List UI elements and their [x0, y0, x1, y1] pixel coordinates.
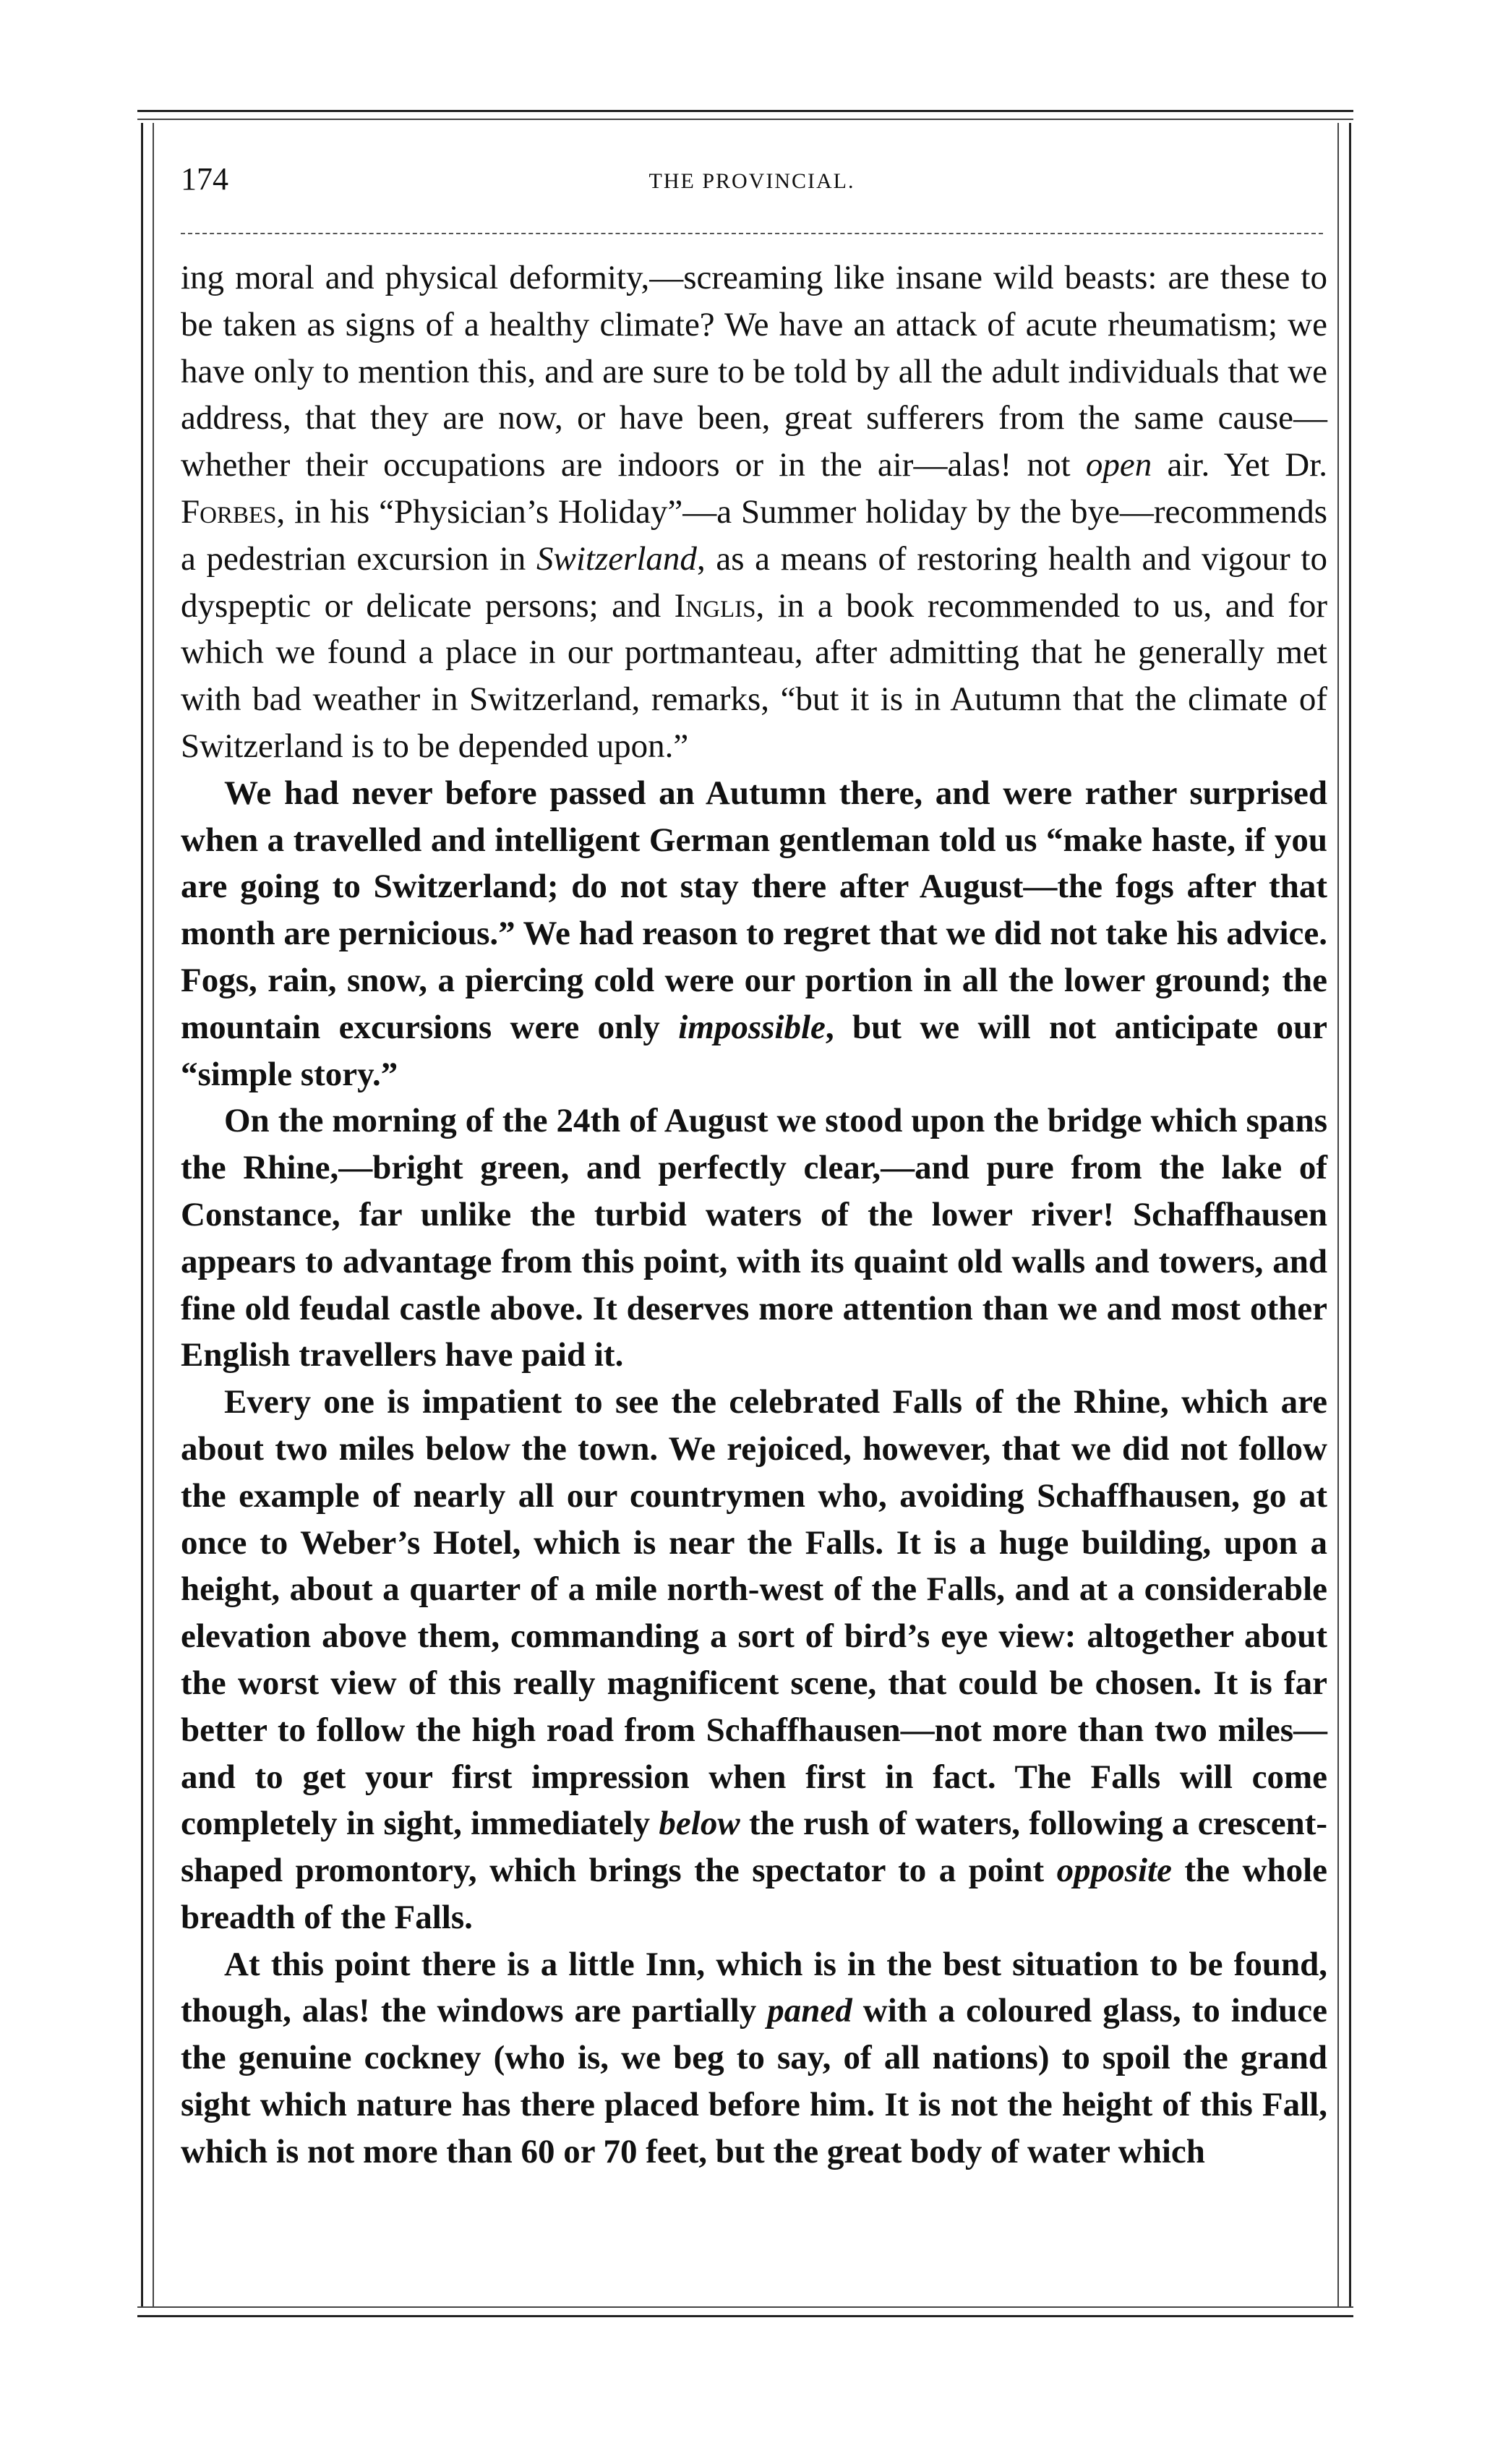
- border-left-inner: [153, 123, 154, 2306]
- text-segment: Inglis: [674, 586, 756, 625]
- border-right-inner: [1337, 123, 1339, 2306]
- text-segment: Switzerland: [536, 539, 697, 578]
- text-segment: At this point there is a little Inn, which is in the best situation to be found, though, alas! the windows are partially: [181, 1945, 1327, 2030]
- paragraph-3: [181, 1098, 1327, 1379]
- text-segment: air. Yet Dr.: [1152, 446, 1328, 484]
- border-bottom-inner: [137, 2306, 1353, 2308]
- header-rule: [181, 233, 1323, 234]
- border-top-outer: [137, 110, 1353, 112]
- text-segment: , but we will not anticipate our “simple story.”: [181, 1008, 1328, 1093]
- border-top-inner: [137, 119, 1353, 120]
- text-segment: On the morning of the 24th of August we stood upon the bridge which spans the Rhine,—bright green, and perfectly clear,—and pure from the lake of Constance, far unlike the turbid waters of the lower river! Schaffhausen appears to advantage from this point, with its quaint old walls and towers, and fine old feudal castle above. It deserves more attention than we and most other English travellers have paid it.: [181, 1102, 1327, 1374]
- paragraph-2: [181, 770, 1327, 1098]
- text-segment: open: [1085, 446, 1152, 484]
- text-segment: with a coloured glass, to induce the genuine cockney (who is, we beg to say, of all nations) to spoil the grand sight which nature has there placed before him. It is not the height of this Fall, which is not more than 60 or 70 feet, but the great body of water which: [181, 1992, 1327, 2170]
- text-segment: impossible: [678, 1008, 826, 1046]
- paragraph-1: [181, 254, 1327, 770]
- text-segment: paned: [767, 1992, 852, 2030]
- text-segment: Forbes: [181, 492, 277, 531]
- text-segment: Every one is impatient to see the celebrated Falls of the Rhine, which are about two miles below the town. We rejoiced, however, that we did not follow the example of nearly all our countrymen who, avoiding Schaffhausen, go at once to Weber’s Hotel, which is near the Falls. It is a huge building, upon a height, about a quarter of a mile north-west of the Falls, and at a considerable elevation above them, commanding a sort of bird’s eye view: altogether about the worst view of this really magnificent scene, that could be chosen. It is far better to follow the high road from Schaffhausen—not more than two miles—and to get your first impression when first in fact. The Falls will come completely in sight, immediately: [181, 1383, 1327, 1843]
- text-segment: , as a means of restoring health and vigour to dyspeptic or delicate persons; and: [181, 539, 1327, 625]
- text-segment: the whole breadth of the Falls.: [181, 1852, 1327, 1936]
- paragraph-4: [181, 1379, 1327, 1941]
- body-text: [181, 254, 1327, 2176]
- page-header: [181, 161, 1323, 204]
- text-segment: , in his “Physician’s Holiday”—a Summer holiday by the bye—recommends a pedestrian excursion in: [181, 492, 1327, 578]
- text-segment: the rush of waters, following a crescent-shaped promontory, which brings the spectator to a point: [181, 1805, 1327, 1890]
- page-number: 174: [181, 161, 228, 197]
- border-left-outer: [141, 123, 143, 2306]
- paragraph-5: [181, 1941, 1327, 2176]
- running-title: THE PROVINCIAL.: [648, 169, 855, 193]
- text-segment: opposite: [1056, 1852, 1172, 1890]
- text-segment: We had never before passed an Autumn there, and were rather surprised when a travelled and intelligent German gentleman told us “make haste, if you are going to Switzerland; do not stay there after August—the fogs after that month are pernicious.” We had reason to regret that we did not take his advice. Fogs, rain, snow, a piercing cold were our portion in all the lower ground; the mountain excursions were only: [181, 774, 1327, 1046]
- border-right-outer: [1349, 123, 1351, 2306]
- text-segment: below: [659, 1805, 740, 1843]
- text-segment: , in a book recommended to us, and for which we found a place in our portmanteau, after admitting that he generally met with bad weather in Switzerland, remarks, “but it is in Autumn that the climate of Switzerland is to be depended upon.”: [181, 586, 1327, 765]
- border-bottom-outer: [137, 2315, 1353, 2317]
- text-segment: ing moral and physical deformity,—screaming like insane wild beasts: are these to be taken as signs of a healthy climate? We have an attack of acute rheumatism; we have only to mention this, and are sure to be told by all the adult individuals that we address, that they are now, or have been, great sufferers from the same cause—whether their occupations are indoors or in the air—alas! not: [181, 259, 1327, 484]
